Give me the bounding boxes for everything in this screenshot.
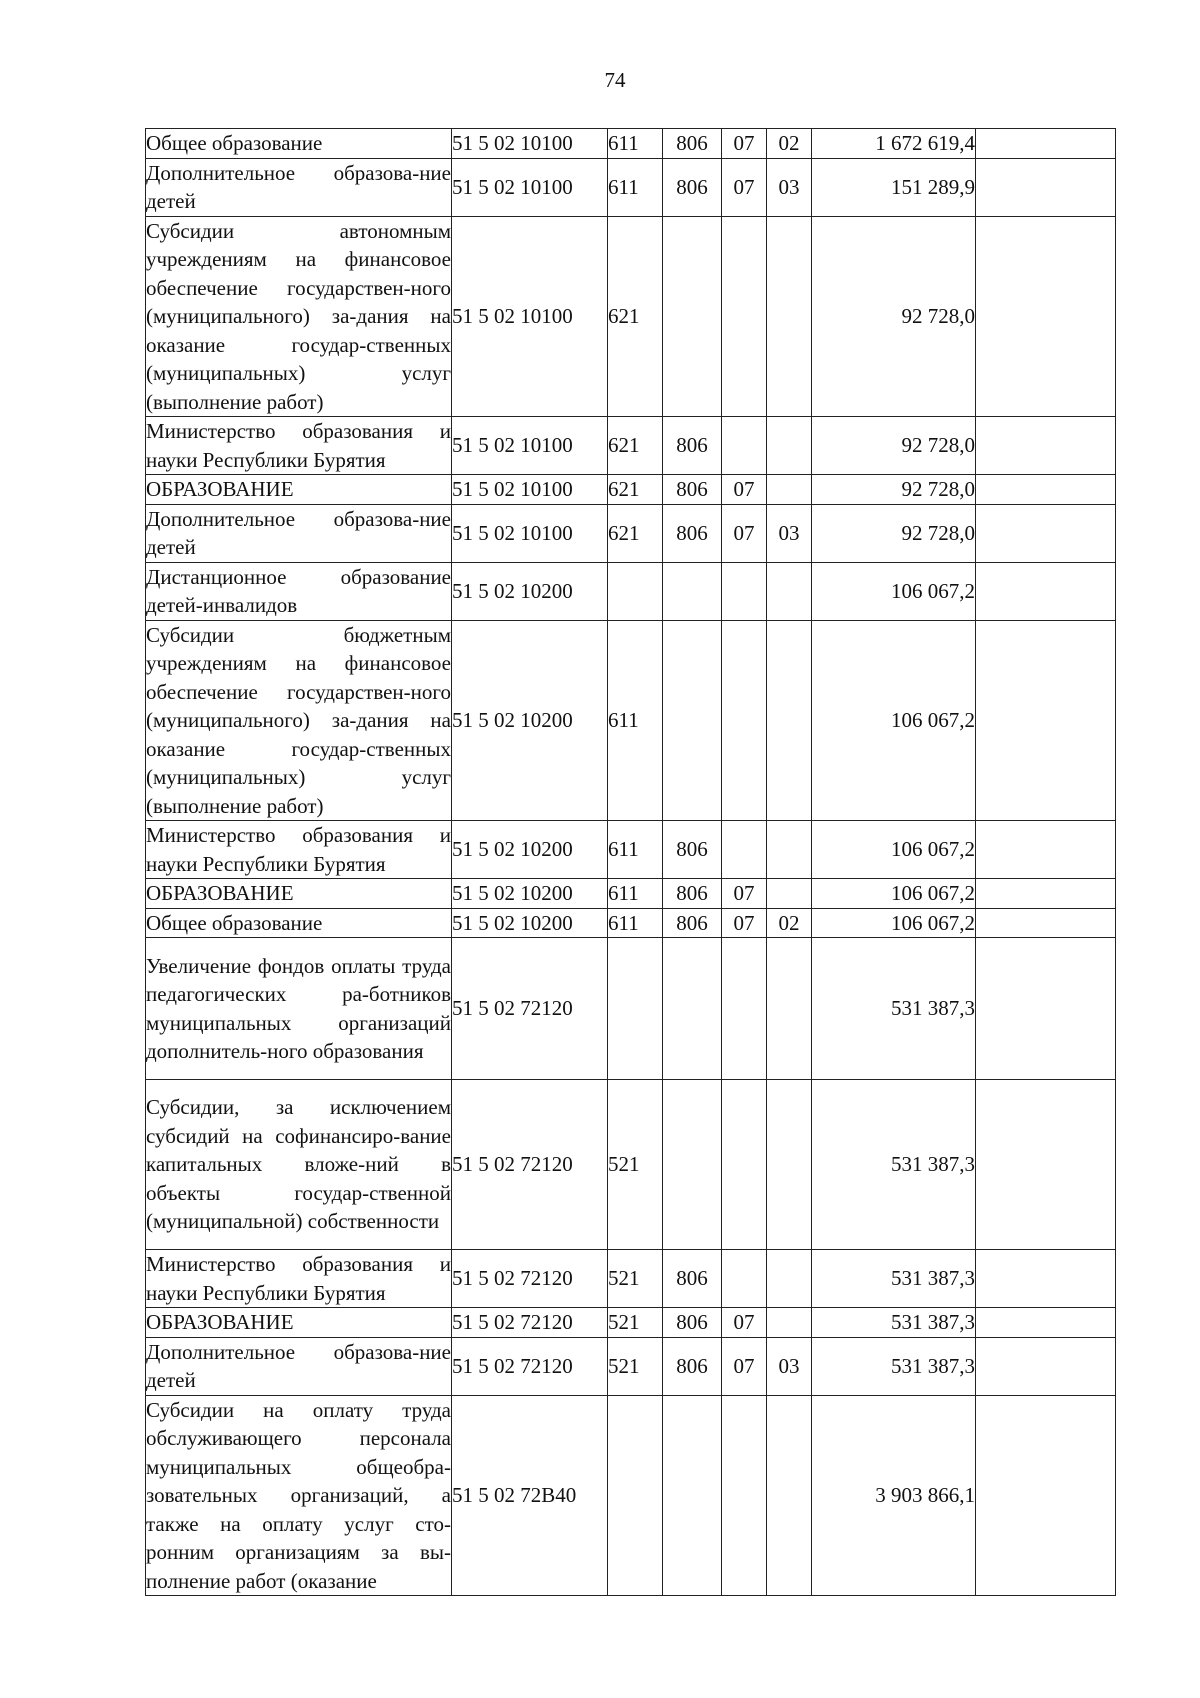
empty-cell: [976, 821, 1116, 879]
subsection-cell: 02: [767, 129, 812, 159]
administrator-code-cell: 806: [663, 417, 722, 475]
expense-type-cell: [608, 1395, 663, 1596]
amount-cell: 92 728,0: [812, 504, 976, 562]
table-row: [146, 1250, 1116, 1308]
section-cell: 07: [722, 158, 767, 216]
budget-table: [145, 128, 1116, 1596]
expense-type-cell: 621: [608, 475, 663, 505]
table-row: [146, 158, 1116, 216]
amount-cell: 92 728,0: [812, 417, 976, 475]
table-row: [146, 475, 1116, 505]
amount-cell: 531 387,3: [812, 1337, 976, 1395]
table-row: [146, 562, 1116, 620]
subsection-cell: [767, 417, 812, 475]
item-name-cell: Увеличение фондов оплаты труда педагогических ра-ботников муниципальных организаций дополнитель-ного образования: [146, 938, 452, 1080]
amount-cell: 106 067,2: [812, 562, 976, 620]
expense-type-cell: 611: [608, 908, 663, 938]
section-cell: 07: [722, 1308, 767, 1338]
section-cell: [722, 1250, 767, 1308]
empty-cell: [976, 475, 1116, 505]
expense-type-cell: 621: [608, 216, 663, 417]
subsection-cell: [767, 1395, 812, 1596]
subsection-cell: [767, 1080, 812, 1250]
item-name-cell: Дополнительное образова-ние детей: [146, 158, 452, 216]
expense-type-cell: 611: [608, 129, 663, 159]
subsection-cell: [767, 938, 812, 1080]
table-row: [146, 821, 1116, 879]
administrator-code-cell: 806: [663, 504, 722, 562]
expense-type-cell: 621: [608, 504, 663, 562]
subsection-cell: [767, 216, 812, 417]
amount-cell: 151 289,9: [812, 158, 976, 216]
amount-cell: 92 728,0: [812, 216, 976, 417]
item-name-cell: ОБРАЗОВАНИЕ: [146, 879, 452, 909]
section-cell: 07: [722, 475, 767, 505]
empty-cell: [976, 129, 1116, 159]
target-code-cell: 51 5 02 10100: [452, 504, 608, 562]
subsection-cell: [767, 475, 812, 505]
empty-cell: [976, 1080, 1116, 1250]
subsection-cell: [767, 1250, 812, 1308]
section-cell: 07: [722, 129, 767, 159]
expense-type-cell: 521: [608, 1337, 663, 1395]
expense-type-cell: 611: [608, 158, 663, 216]
target-code-cell: 51 5 02 10100: [452, 216, 608, 417]
table-row: [146, 879, 1116, 909]
section-cell: [722, 1080, 767, 1250]
section-cell: [722, 938, 767, 1080]
amount-cell: 106 067,2: [812, 879, 976, 909]
section-cell: [722, 417, 767, 475]
administrator-code-cell: 806: [663, 821, 722, 879]
table-row: [146, 504, 1116, 562]
empty-cell: [976, 1395, 1116, 1596]
table-row: [146, 1080, 1116, 1250]
item-name-cell: Субсидии бюджетным учреждениям на финансовое обеспечение государствен-ного (муниципального) за-дания на оказание государ-ственных (муниципальных) услуг (выполнение работ): [146, 620, 452, 821]
administrator-code-cell: 806: [663, 1250, 722, 1308]
section-cell: [722, 620, 767, 821]
amount-cell: 106 067,2: [812, 908, 976, 938]
budget-table-body: [146, 129, 1116, 1596]
administrator-code-cell: 806: [663, 1308, 722, 1338]
amount-cell: 1 672 619,4: [812, 129, 976, 159]
administrator-code-cell: 806: [663, 1337, 722, 1395]
empty-cell: [976, 1337, 1116, 1395]
expense-type-cell: [608, 562, 663, 620]
subsection-cell: [767, 620, 812, 821]
target-code-cell: 51 5 02 72В40: [452, 1395, 608, 1596]
expense-type-cell: [608, 938, 663, 1080]
administrator-code-cell: 806: [663, 475, 722, 505]
section-cell: [722, 216, 767, 417]
target-code-cell: 51 5 02 10200: [452, 620, 608, 821]
amount-cell: 3 903 866,1: [812, 1395, 976, 1596]
target-code-cell: 51 5 02 10100: [452, 158, 608, 216]
item-name-cell: Общее образование: [146, 129, 452, 159]
expense-type-cell: 521: [608, 1080, 663, 1250]
empty-cell: [976, 158, 1116, 216]
subsection-cell: [767, 821, 812, 879]
empty-cell: [976, 562, 1116, 620]
table-row: [146, 1337, 1116, 1395]
subsection-cell: [767, 879, 812, 909]
administrator-code-cell: 806: [663, 129, 722, 159]
empty-cell: [976, 504, 1116, 562]
empty-cell: [976, 938, 1116, 1080]
item-name-cell: Дополнительное образова-ние детей: [146, 1337, 452, 1395]
administrator-code-cell: 806: [663, 158, 722, 216]
section-cell: [722, 1395, 767, 1596]
amount-cell: 106 067,2: [812, 821, 976, 879]
target-code-cell: 51 5 02 10100: [452, 129, 608, 159]
amount-cell: 531 387,3: [812, 1308, 976, 1338]
amount-cell: 106 067,2: [812, 620, 976, 821]
expense-type-cell: 521: [608, 1308, 663, 1338]
target-code-cell: 51 5 02 10200: [452, 908, 608, 938]
target-code-cell: 51 5 02 10100: [452, 417, 608, 475]
target-code-cell: 51 5 02 72120: [452, 1250, 608, 1308]
section-cell: 07: [722, 908, 767, 938]
administrator-code-cell: [663, 1395, 722, 1596]
empty-cell: [976, 620, 1116, 821]
item-name-cell: Министерство образования и науки Республики Бурятия: [146, 821, 452, 879]
administrator-code-cell: 806: [663, 908, 722, 938]
table-row: [146, 1308, 1116, 1338]
empty-cell: [976, 1250, 1116, 1308]
empty-cell: [976, 879, 1116, 909]
target-code-cell: 51 5 02 72120: [452, 1337, 608, 1395]
section-cell: [722, 821, 767, 879]
target-code-cell: 51 5 02 10200: [452, 562, 608, 620]
subsection-cell: [767, 562, 812, 620]
target-code-cell: 51 5 02 72120: [452, 1080, 608, 1250]
amount-cell: 531 387,3: [812, 1080, 976, 1250]
expense-type-cell: 621: [608, 417, 663, 475]
target-code-cell: 51 5 02 10100: [452, 475, 608, 505]
table-row: [146, 938, 1116, 1080]
table-row: [146, 129, 1116, 159]
amount-cell: 92 728,0: [812, 475, 976, 505]
expense-type-cell: 521: [608, 1250, 663, 1308]
item-name-cell: Субсидии автономным учреждениям на финансовое обеспечение государствен-ного (муниципального) за-дания на оказание государ-ственных (муниципальных) услуг (выполнение работ): [146, 216, 452, 417]
empty-cell: [976, 417, 1116, 475]
item-name-cell: Общее образование: [146, 908, 452, 938]
section-cell: 07: [722, 1337, 767, 1395]
item-name-cell: ОБРАЗОВАНИЕ: [146, 1308, 452, 1338]
empty-cell: [976, 1308, 1116, 1338]
item-name-cell: Дистанционное образование детей-инвалидов: [146, 562, 452, 620]
target-code-cell: 51 5 02 72120: [452, 938, 608, 1080]
item-name-cell: Субсидии, за исключением субсидий на софинансиро-вание капитальных вложе-ний в объекты государ-ственной (муниципальной) собственности: [146, 1080, 452, 1250]
section-cell: 07: [722, 504, 767, 562]
empty-cell: [976, 216, 1116, 417]
subsection-cell: 02: [767, 908, 812, 938]
administrator-code-cell: 806: [663, 879, 722, 909]
item-name-cell: Дополнительное образова-ние детей: [146, 504, 452, 562]
subsection-cell: 03: [767, 1337, 812, 1395]
table-row: [146, 417, 1116, 475]
target-code-cell: 51 5 02 72120: [452, 1308, 608, 1338]
empty-cell: [976, 908, 1116, 938]
administrator-code-cell: [663, 620, 722, 821]
expense-type-cell: 611: [608, 879, 663, 909]
expense-type-cell: 611: [608, 821, 663, 879]
amount-cell: 531 387,3: [812, 1250, 976, 1308]
expense-type-cell: 611: [608, 620, 663, 821]
table-row: [146, 1395, 1116, 1596]
administrator-code-cell: [663, 938, 722, 1080]
item-name-cell: Министерство образования и науки Республики Бурятия: [146, 1250, 452, 1308]
administrator-code-cell: [663, 1080, 722, 1250]
page-number: 74: [604, 68, 626, 92]
administrator-code-cell: [663, 562, 722, 620]
amount-cell: 531 387,3: [812, 938, 976, 1080]
subsection-cell: 03: [767, 504, 812, 562]
table-row: [146, 216, 1116, 417]
target-code-cell: 51 5 02 10200: [452, 821, 608, 879]
section-cell: 07: [722, 879, 767, 909]
administrator-code-cell: [663, 216, 722, 417]
table-row: [146, 908, 1116, 938]
subsection-cell: 03: [767, 158, 812, 216]
target-code-cell: 51 5 02 10200: [452, 879, 608, 909]
table-row: [146, 620, 1116, 821]
item-name-cell: Министерство образования и науки Республики Бурятия: [146, 417, 452, 475]
subsection-cell: [767, 1308, 812, 1338]
section-cell: [722, 562, 767, 620]
item-name-cell: ОБРАЗОВАНИЕ: [146, 475, 452, 505]
item-name-cell: Субсидии на оплату труда обслуживающего персонала муниципальных общеобра-зовательных организаций, а также на оплату услуг сто-ронним организациям за вы-полнение работ (оказание: [146, 1395, 452, 1596]
